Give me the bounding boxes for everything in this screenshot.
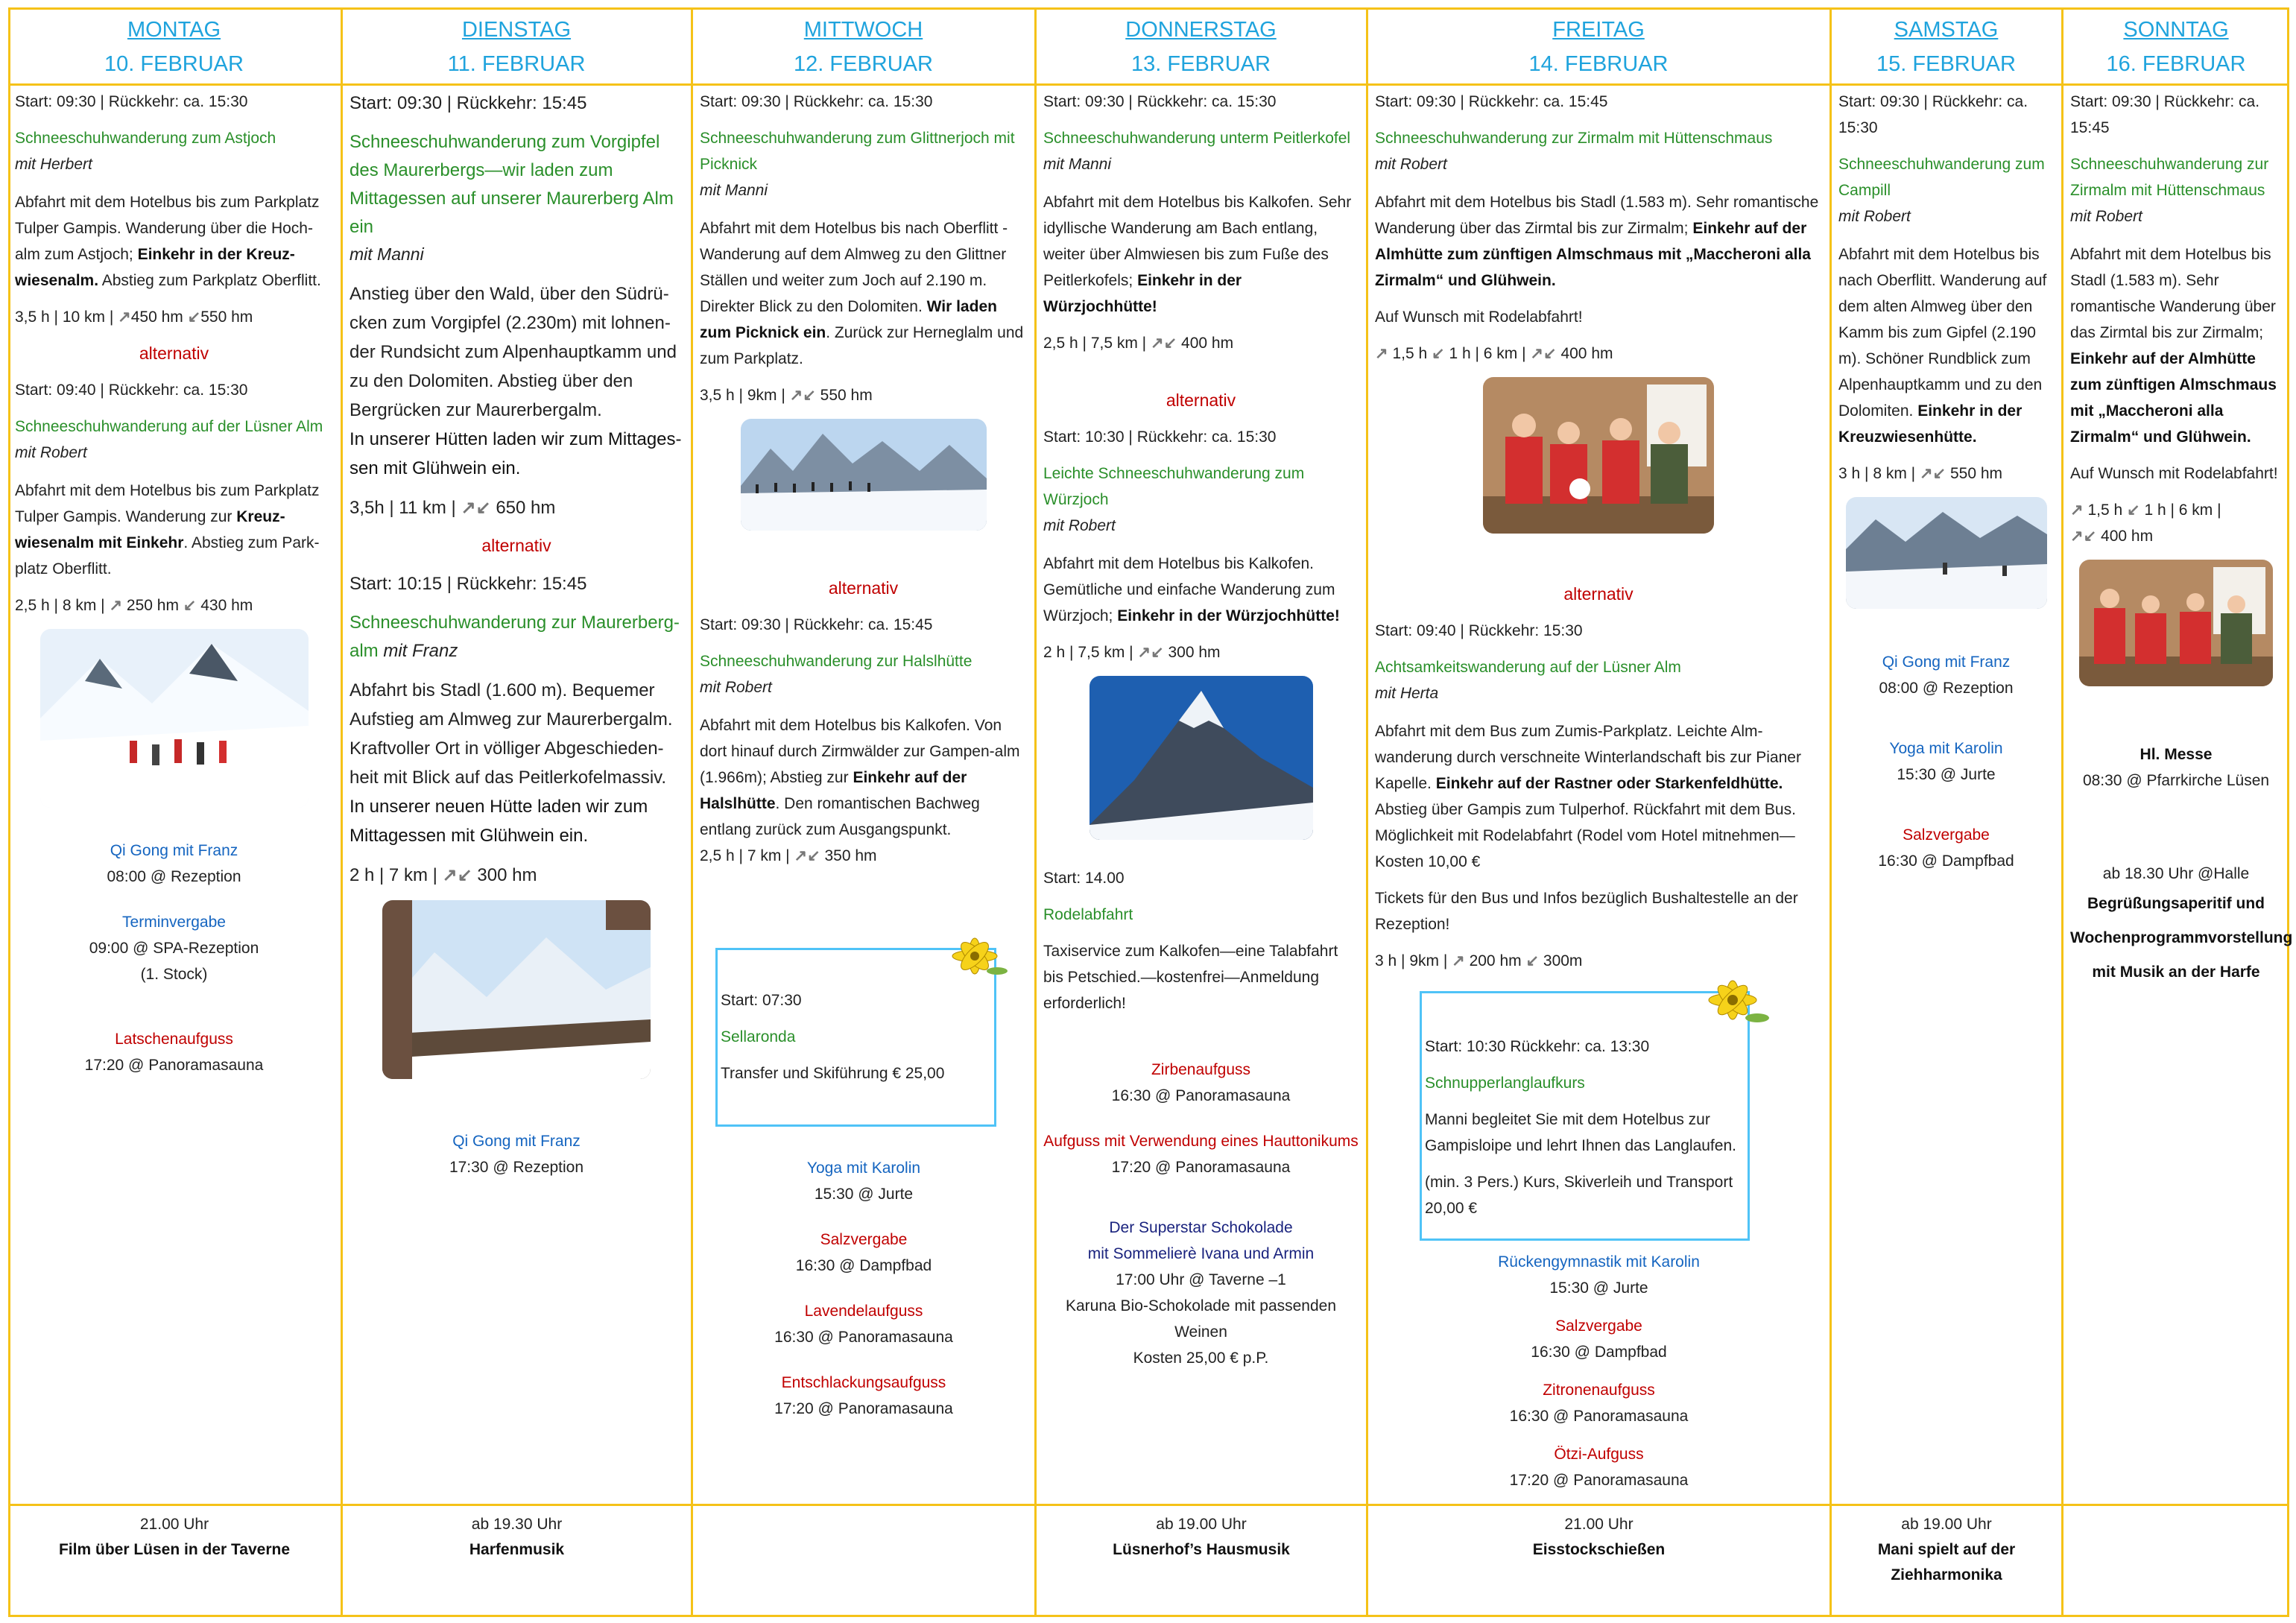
wellness-title: Yoga mit Karolin bbox=[806, 1159, 921, 1177]
ascent-arrow-icon: ↗ bbox=[109, 597, 123, 614]
ascent-arrow-icon: ↗ bbox=[118, 309, 131, 326]
guide: mit Robert bbox=[1838, 208, 1911, 225]
activity-note: Auf Wunsch mit Rodelabfahrt! bbox=[1375, 309, 1583, 326]
descent-arrow-icon: ↙ bbox=[183, 597, 197, 614]
activity-description: Taxiservice zum Kalkofen—eine Talabfahrt bis Petschied.—kostenfrei—Anmeldung erforderlich! bbox=[1043, 943, 1338, 1012]
up-down-arrows-icon: ↗↙ bbox=[1530, 345, 1557, 362]
alternative-label: alternativ bbox=[481, 536, 551, 555]
day-name[interactable]: SAMSTAG bbox=[1894, 18, 1999, 42]
evening-cell-monday bbox=[8, 1509, 341, 1613]
activity-title: Schneeschuhwanderung unterm Peitlerkofel bbox=[1043, 130, 1351, 147]
activity-title: Leichte Schneeschuhwanderung zum Würzjoch bbox=[1043, 465, 1305, 508]
guide: mit Robert bbox=[2070, 208, 2142, 225]
activity-title: Schneeschuhwanderung zur Halslhütte bbox=[700, 653, 973, 670]
start-time: Start: 09:30 | Rückkehr: ca. 15:45 bbox=[700, 616, 933, 633]
wellness-title: Qi Gong mit Franz bbox=[1882, 654, 2011, 671]
activity-title: Rodelabfahrt bbox=[1043, 906, 1133, 923]
guide: mit Manni bbox=[700, 182, 768, 199]
wellness-time: 08:00 @ Rezeption bbox=[1879, 680, 2014, 697]
wellness-list bbox=[693, 1155, 1034, 1422]
wellness-time: 16:30 @ Panoramasauna bbox=[774, 1329, 953, 1346]
day-name[interactable]: DONNERSTAG bbox=[1125, 18, 1277, 42]
wellness-time: 17:30 @ Rezeption bbox=[449, 1159, 584, 1176]
wellness-title: Latschenaufguss bbox=[115, 1031, 233, 1048]
day-header bbox=[1375, 13, 1822, 81]
day-date: 15. FEBRUAR bbox=[1876, 52, 2016, 76]
activity-description-invite: In unserer neuen Hütte laden wir zum Mittagessen mit Glühwein ein. bbox=[350, 797, 648, 846]
evening-cell-sunday bbox=[2063, 1509, 2289, 1613]
wellness-title: Ötzi-Aufguss bbox=[1554, 1446, 1644, 1463]
start-time: Start: 09:30 | Rückkehr: ca. 15:30 bbox=[1838, 93, 2028, 136]
flower-icon bbox=[1692, 976, 1774, 1028]
wellness-time: 16:30 @ Dampfbad bbox=[1878, 852, 2014, 870]
wellness-time: 17:20 @ Panoramasauna bbox=[84, 1057, 264, 1074]
activity-title: Schneeschuhwanderung zur Zirmalm mit Hüttenschmaus bbox=[2070, 156, 2269, 199]
evening-time: 21.00 Uhr bbox=[139, 1516, 209, 1533]
up-down-arrows-icon: ↗↙ bbox=[1919, 465, 1946, 482]
wellness-title: Der Superstar Schokolade bbox=[1109, 1219, 1293, 1236]
day-column-tuesday bbox=[343, 10, 691, 1507]
ski-mountain-photo bbox=[1846, 497, 2047, 609]
evening-title: Harfenmusik bbox=[469, 1541, 565, 1558]
descent-arrow-icon: ↙ bbox=[2127, 502, 2140, 519]
activity-description-price: (min. 3 Pers.) Kurs, Skiverleih und Transport 20,00 € bbox=[1425, 1174, 1733, 1217]
activity-title: Schnupperlanglaufkurs bbox=[1425, 1075, 1585, 1092]
up-down-arrows-icon: ↗↙ bbox=[442, 865, 472, 885]
activity-description: Abfahrt mit dem Hotelbus bis Kalkofen. Von dort hinauf durch Zirmwälder zur Gampen-alm (1.966m); Abstieg zur Einkehr auf der Halslhütte. Den romantischen Bachweg entlang zurück zum Ausgangspunkt. bbox=[700, 717, 1020, 838]
event-time: 08:30 @ Pfarrkirche Lüsen bbox=[2082, 772, 2270, 789]
day-name[interactable]: MITTWOCH bbox=[803, 18, 923, 42]
guide: mit Manni bbox=[1043, 156, 1112, 173]
alternative-label: alternativ bbox=[1166, 390, 1236, 410]
start-time: Start: 09:30 | Rückkehr: ca. 15:45 bbox=[2070, 93, 2260, 136]
activity-note: Auf Wunsch mit Rodelabfahrt! bbox=[2070, 465, 2278, 482]
snowshoe-hikers-photo bbox=[40, 629, 309, 808]
activity-description: Abfahrt mit dem Bus zum Zumis-Parkplatz. Leichte Alm-wanderung durch verschneite Winterlandschaft bis zur Pianer Kapelle. Einkehr auf der Rastner oder Starkenfeldhütte. Abstieg über Gampis zum Tulperhof. Rückfahrt mit dem Bus. Möglichkeit mit Rodelabfahrt (Rodel vom Hotel mitnehmen—Kosten 10,00 € bbox=[1375, 723, 1801, 870]
wellness-title: Qi Gong mit Franz bbox=[110, 842, 238, 859]
activity-note: Tickets für den Bus und Infos bezüglich Bushaltestelle an der Rezeption! bbox=[1375, 890, 1798, 933]
start-time: Start: 09:30 | Rückkehr: 15:45 bbox=[350, 93, 587, 113]
evening-title: Lüsnerhof’s Hausmusik bbox=[1113, 1541, 1290, 1558]
activity-title: Schneeschuhwanderung auf der Lüsner Alm bbox=[15, 418, 323, 435]
alternative-label: alternativ bbox=[139, 344, 209, 363]
start-time: Start: 09:30 | Rückkehr: ca. 15:30 bbox=[15, 93, 248, 110]
peitlerkofel-mountain-photo bbox=[1090, 676, 1313, 840]
guide: mit Robert bbox=[15, 444, 87, 461]
guide: mit Manni bbox=[350, 244, 424, 264]
guide: mit Herta bbox=[1375, 685, 1439, 702]
wellness-time: 17:20 @ Panoramasauna bbox=[1111, 1159, 1291, 1176]
day-date: 14. FEBRUAR bbox=[1528, 52, 1669, 76]
wellness-time: 16:30 @ Dampfbad bbox=[1531, 1344, 1667, 1361]
up-down-arrows-icon: ↗↙ bbox=[789, 387, 816, 404]
activity-description: Abfahrt bis Stadl (1.600 m). Bequemer Aufstieg am Almweg zur Maurerbergalm. Kraftvoller Ort in völliger Abgeschieden-heit mit Blick auf das Peitlerkofelmassiv. bbox=[350, 680, 673, 788]
ascent-arrow-icon: ↗ bbox=[1452, 952, 1465, 969]
start-time: Start: 09:30 | Rückkehr: ca. 15:30 bbox=[1043, 93, 1277, 110]
activity-description: Abfahrt mit dem Hotelbus bis Stadl (1.583 m). Sehr romantische Wanderung über das Zirmtal bis zur Zirmalm; Einkehr auf der Almhütte zum zünftigen Almschmaus mit „Maccheroni alla Zirmalm“ und Glühwein. bbox=[1375, 194, 1819, 289]
guide: mit Herbert bbox=[15, 156, 92, 173]
wellness-title: Yoga mit Karolin bbox=[1889, 740, 2003, 757]
evening-title: Mani spielt auf der bbox=[1877, 1541, 2016, 1558]
wellness-title: Zirbenaufguss bbox=[1151, 1061, 1251, 1078]
activity-description: Abfahrt mit dem Hotelbus bis zum Parkplatz Tulper Gampis. Wanderung über die Hoch-alm zum Astjoch; Einkehr in der Kreuz-wiesenalm. Abstieg zum Parkplatz Oberflitt. bbox=[15, 194, 321, 289]
evening-title: Eisstockschießen bbox=[1532, 1541, 1666, 1558]
event-line: mit Musik an der Harfe bbox=[2092, 964, 2260, 981]
start-time: Start: 07:30 bbox=[721, 992, 802, 1009]
activity-title: Schneeschuhwanderung zum Vorgipfel des Maurerbergs—wir laden zum Mittagessen auf unserer Maurerberg Alm ein bbox=[350, 132, 674, 237]
descent-arrow-icon: ↙ bbox=[1432, 345, 1445, 362]
wellness-title: Zitronenaufguss bbox=[1543, 1382, 1655, 1399]
evening-cell-saturday bbox=[1832, 1509, 2061, 1613]
activity-title: Schneeschuhwanderung zur Maurerberg-alm mit Franz bbox=[350, 613, 680, 661]
start-time: Start: 09:30 | Rückkehr: ca. 15:45 bbox=[1375, 93, 1608, 110]
evening-time: ab 19.00 Uhr bbox=[1156, 1516, 1247, 1533]
alternative-label: alternativ bbox=[1563, 584, 1634, 604]
wellness-time: 17:00 Uhr @ Taverne –1 bbox=[1116, 1271, 1286, 1288]
activity-title: Sellaronda bbox=[721, 1028, 796, 1045]
start-time: Start: 09:40 | Rückkehr: ca. 15:30 bbox=[15, 382, 248, 399]
tour-stats: ↗ 1,5 h ↙ 1 h | 6 km | ↗↙ 400 hm bbox=[2070, 497, 2282, 549]
ascent-arrow-icon: ↗ bbox=[1375, 345, 1388, 362]
evening-time: ab 19.30 Uhr bbox=[471, 1516, 563, 1533]
activity-title: Achtsamkeitswanderung auf der Lüsner Alm bbox=[1375, 659, 1681, 676]
event-time: ab 18.30 Uhr @Halle bbox=[2102, 865, 2250, 882]
activity-title: Schneeschuhwanderung zum Glittnerjoch mit Picknick bbox=[700, 130, 1015, 173]
wellness-title: Salzvergabe bbox=[1555, 1317, 1642, 1335]
start-time: Start: 10:30 | Rückkehr: ca. 15:30 bbox=[1043, 428, 1277, 446]
activity-description: Abfahrt mit dem Hotelbus bis Kalkofen. Gemütliche und einfache Wanderung zum Würzjoch; Einkehr in der Würzjochhütte! bbox=[1043, 555, 1340, 624]
activity-description: Abfahrt mit dem Hotelbus bis nach Oberflitt. Wanderung auf dem alten Almweg über den Kamm bis zum Gipfel (2.190 m). Schöner Rundblick zum Alpenhauptkamm und zu den Dolomiten. Einkehr in der Kreuzwiesenhütte. bbox=[1838, 246, 2047, 446]
hut-guests-photo bbox=[1483, 377, 1714, 534]
activity-description: Abfahrt mit dem Hotelbus bis Kalkofen. Sehr idyllische Wanderung am Bach entlang, weiter über Almwiesen bis zum Fuße des Peitlerkofels; Einkehr in der Würzjochhütte! bbox=[1043, 194, 1352, 315]
day-name[interactable]: SONNTAG bbox=[2123, 18, 2229, 42]
wellness-time: 17:20 @ Panoramasauna bbox=[1509, 1472, 1689, 1489]
activity-title: Schneeschuhwanderung zum Campill bbox=[1838, 156, 2045, 199]
wellness-title: Qi Gong mit Franz bbox=[452, 1133, 581, 1150]
start-time: Start: 10:30 Rückkehr: ca. 13:30 bbox=[1425, 1038, 1650, 1055]
wellness-title: Salzvergabe bbox=[820, 1231, 908, 1248]
wellness-time: 16:30 @ Dampfbad bbox=[795, 1257, 932, 1274]
wellness-time: 17:20 @ Panoramasauna bbox=[774, 1400, 953, 1417]
up-down-arrows-icon: ↗↙ bbox=[2070, 528, 2097, 545]
evening-title: Film über Lüsen in der Taverne bbox=[58, 1541, 291, 1558]
tour-stats: 3 h | 9km | ↗ 200 hm ↙ 300m bbox=[1375, 948, 1822, 974]
activity-description: Manni begleitet Sie mit dem Hotelbus zur Gampisloipe und lehrt Ihnen das Langlaufen. bbox=[1425, 1111, 1736, 1154]
tour-stats: 3,5 h | 9km | ↗↙ 550 hm bbox=[700, 382, 1027, 408]
langlauf-box bbox=[1420, 991, 1750, 1241]
evening-cell-friday bbox=[1368, 1509, 1829, 1613]
tour-stats: 2,5 h | 7 km | ↗↙ 350 hm bbox=[700, 843, 1027, 869]
up-down-arrows-icon: ↗↙ bbox=[461, 498, 491, 518]
tour-stats: 2 h | 7 km | ↗↙ 300 hm bbox=[350, 861, 683, 890]
day-column-monday bbox=[8, 10, 341, 1507]
up-down-arrows-icon: ↗↙ bbox=[1150, 335, 1177, 352]
tour-stats: 3 h | 8 km | ↗↙ 550 hm bbox=[1838, 461, 2054, 487]
day-date: 16. FEBRUAR bbox=[2106, 52, 2246, 76]
ascent-arrow-icon: ↗ bbox=[2070, 502, 2084, 519]
day-name[interactable]: FREITAG bbox=[1552, 18, 1645, 42]
day-header bbox=[350, 13, 683, 81]
wellness-time: 09:00 @ SPA-Rezeption bbox=[89, 940, 259, 957]
evening-cell-wednesday bbox=[693, 1509, 1034, 1613]
evening-cell-thursday bbox=[1037, 1509, 1366, 1613]
day-header bbox=[2070, 13, 2282, 81]
event-line: Wochenprogrammvorstellung bbox=[2070, 929, 2293, 946]
wellness-title: Terminvergabe bbox=[122, 914, 226, 931]
day-header bbox=[1838, 13, 2054, 81]
descent-arrow-icon: ↙ bbox=[187, 309, 201, 326]
tour-stats: 3,5h | 11 km | ↗↙ 650 hm bbox=[350, 493, 683, 522]
wellness-time: 15:30 @ Jurte bbox=[1897, 766, 1996, 783]
tour-stats: ↗ 1,5 h ↙ 1 h | 6 km | ↗↙ 400 hm bbox=[1375, 341, 1822, 367]
event-title: Hl. Messe bbox=[2140, 746, 2213, 763]
day-header bbox=[1043, 13, 1359, 81]
day-header bbox=[700, 13, 1027, 81]
start-time: Start: 09:30 | Rückkehr: ca. 15:30 bbox=[700, 93, 933, 110]
day-column-thursday bbox=[1037, 10, 1366, 1507]
tour-stats: 2 h | 7,5 km | ↗↙ 300 hm bbox=[1043, 639, 1359, 665]
activity-description: Abfahrt mit dem Hotelbus bis zum Parkplatz Tulper Gampis. Wanderung zur Kreuz-wiesenalm mit Einkehr. Abstieg zum Park-platz Oberflitt. bbox=[15, 482, 320, 578]
wellness-time: 15:30 @ Jurte bbox=[814, 1186, 914, 1203]
activity-description-invite: In unserer Hütten laden wir zum Mittages-sen mit Glühwein ein. bbox=[350, 429, 682, 478]
guide: mit Robert bbox=[700, 679, 772, 696]
wellness-title: Salzvergabe bbox=[1903, 826, 1990, 844]
day-date: 10. FEBRUAR bbox=[104, 52, 244, 76]
evening-title-line2: Ziehharmonika bbox=[1891, 1566, 2002, 1584]
activity-title: Schneeschuhwanderung zum Astjoch bbox=[15, 130, 276, 147]
wellness-cost: Kosten 25,00 € p.P. bbox=[1133, 1350, 1269, 1367]
up-down-arrows-icon: ↗↙ bbox=[794, 847, 820, 864]
tour-stats: 3,5 h | 10 km | ↗450 hm ↙550 hm bbox=[15, 304, 333, 330]
wellness-subtitle: mit Sommelierè Ivana und Armin bbox=[1087, 1245, 1315, 1262]
day-header bbox=[15, 13, 333, 81]
day-name[interactable]: DIENSTAG bbox=[461, 18, 572, 42]
day-name[interactable]: MONTAG bbox=[127, 18, 221, 42]
day-date: 12. FEBRUAR bbox=[794, 52, 933, 76]
wellness-title: Lavendelaufguss bbox=[804, 1303, 923, 1320]
wellness-title: Entschlackungsaufguss bbox=[781, 1374, 946, 1391]
wellness-list bbox=[1368, 1249, 1829, 1493]
descent-arrow-icon: ↙ bbox=[1525, 952, 1540, 969]
flower-icon bbox=[937, 935, 1012, 980]
day-date: 13. FEBRUAR bbox=[1131, 52, 1271, 76]
alternative-label: alternativ bbox=[828, 578, 899, 598]
evening-time: ab 19.00 Uhr bbox=[1901, 1516, 1992, 1533]
day-column-sunday bbox=[2063, 10, 2293, 1507]
up-down-arrows-icon: ↗↙ bbox=[1137, 644, 1164, 661]
activity-description: Abfahrt mit dem Hotelbus bis nach Oberflitt - Wanderung auf dem Almweg zu den Glittner Ställen und weiter zum Joch auf 2.190 m. Direkter Blick zu den Dolomiten. Wir laden zum Picknick ein. Zurück zur Herneglalm und zum Parkplatz. bbox=[700, 220, 1024, 367]
tour-stats: 2,5 h | 7,5 km | ↗↙ 400 hm bbox=[1043, 330, 1359, 356]
wellness-note: (1. Stock) bbox=[140, 966, 208, 983]
hut-guests-photo bbox=[2079, 560, 2273, 686]
activity-description: Transfer und Skiführung € 25,00 bbox=[721, 1065, 945, 1082]
tour-stats: 2,5 h | 8 km | ↗ 250 hm ↙ 430 hm bbox=[15, 592, 333, 618]
activity-description: Abfahrt mit dem Hotelbus bis Stadl (1.583 m). Sehr romantische Wanderung über das Zirmtal bis zur Zirmalm; Einkehr auf der Almhütte zum zünftigen Almschmaus mit „Maccheroni alla Zirmalm“ und Glühwein. bbox=[2070, 246, 2277, 446]
start-time: Start: 09:40 | Rückkehr: 15:30 bbox=[1375, 622, 1583, 639]
snow-ridge-hikers-photo bbox=[741, 419, 987, 531]
day-column-saturday bbox=[1832, 10, 2061, 1507]
evening-time: 21.00 Uhr bbox=[1564, 1516, 1634, 1533]
guide: mit Robert bbox=[1043, 517, 1116, 534]
guide: mit Robert bbox=[1375, 156, 1447, 173]
start-time: Start: 10:15 | Rückkehr: 15:45 bbox=[350, 574, 587, 594]
start-time: Start: 14.00 bbox=[1043, 870, 1125, 887]
wellness-time: 08:00 @ Rezeption bbox=[107, 868, 241, 885]
mountain-hut-view-photo bbox=[382, 900, 651, 1079]
wellness-time: 16:30 @ Panoramasauna bbox=[1509, 1408, 1689, 1425]
activity-description: Anstieg über den Wald, über den Südrü-cken zum Vorgipfel (2.230m) mit lohnen-der Rundsicht zum Alpenhauptkamm und zu den Dolomiten. Abstieg über den Bergrücken zur Maurerbergalm. bbox=[350, 284, 677, 420]
wellness-title: Aufguss mit Verwendung eines Hauttonikums bbox=[1043, 1133, 1359, 1150]
wellness-title: Rückengymnastik mit Karolin bbox=[1498, 1253, 1700, 1271]
day-date: 11. FEBRUAR bbox=[447, 52, 586, 76]
wellness-time: 16:30 @ Panoramasauna bbox=[1111, 1087, 1291, 1104]
wellness-description: Karuna Bio-Schokolade mit passenden Weinen bbox=[1065, 1297, 1337, 1341]
event-line: Begrüßungsaperitif und bbox=[2087, 895, 2265, 912]
evening-cell-tuesday bbox=[343, 1509, 691, 1613]
activity-title: Schneeschuhwanderung zur Zirmalm mit Hüttenschmaus bbox=[1375, 130, 1773, 147]
wellness-time: 15:30 @ Jurte bbox=[1549, 1279, 1648, 1297]
